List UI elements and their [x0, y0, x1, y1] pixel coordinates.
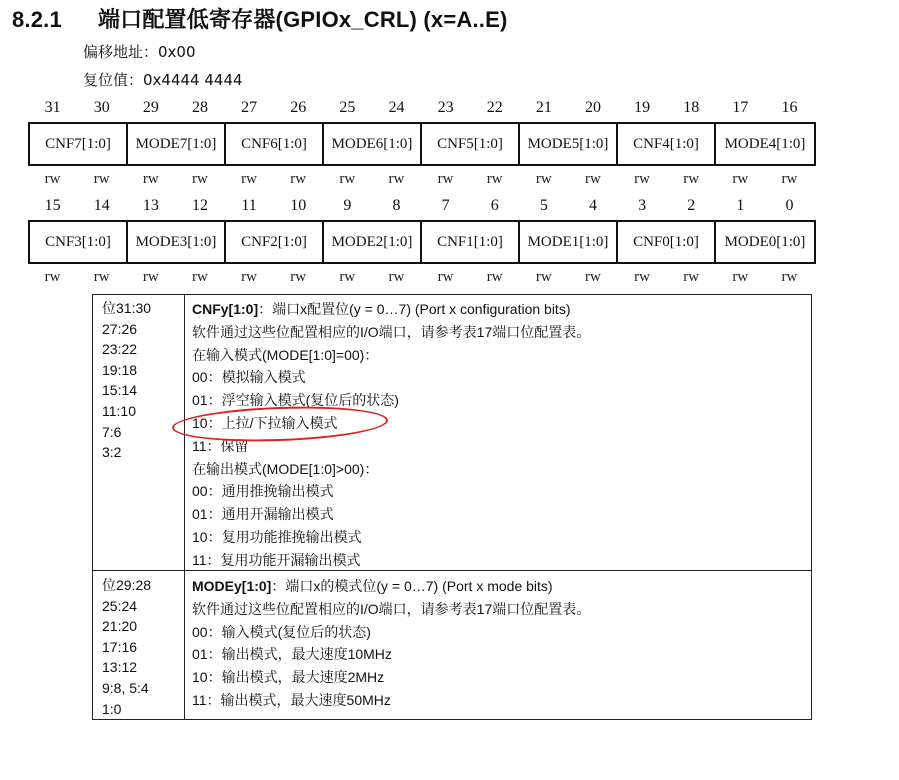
access-type: rw: [93, 269, 110, 285]
register-field: CNF3[1:0]: [30, 222, 128, 262]
description-line: 10：输出模式，最大速度2MHz: [192, 669, 385, 686]
access-type: rw: [142, 269, 159, 285]
cnf-title: [192, 298, 590, 321]
bit-number: 1: [736, 197, 745, 214]
access-type: rw: [486, 171, 503, 187]
bit-range: 7:6: [102, 423, 122, 440]
bit-range: 25:24: [102, 597, 138, 614]
description-line: 01：通用开漏输出模式: [192, 506, 334, 523]
mode-title-text: ：端口x的模式位(y = 0…7) (Port x mode bits): [271, 578, 553, 594]
access-type: rw: [241, 269, 257, 285]
bit-number: 13: [142, 197, 159, 214]
description-line: 10：上拉/下拉输入模式: [192, 414, 338, 431]
access-type: rw: [634, 171, 650, 187]
description-line: 01：输出模式，最大速度10MHz: [192, 646, 392, 663]
bit-number: 12: [191, 197, 208, 214]
description-line: 01：浮空输入模式(复位后的状态): [192, 392, 399, 409]
cnf-field-name: CNFy[1:0]: [192, 301, 259, 317]
bit-number: 9: [343, 197, 352, 214]
access-type: rw: [388, 171, 405, 187]
bit-range: 19:18: [102, 361, 138, 378]
description-line: 10：复用功能推挽输出模式: [192, 528, 362, 545]
bit-range: 23:22: [102, 341, 138, 358]
bit-number: 2: [687, 197, 696, 214]
bit-number: 3: [638, 197, 647, 214]
access-type: rw: [535, 269, 552, 285]
register-field: MODE2[1:0]: [324, 222, 422, 262]
access-type: rw: [585, 269, 601, 285]
access-type: rw: [93, 171, 110, 187]
bit-range: 位31:30: [102, 300, 152, 316]
field-description-table: [92, 294, 812, 720]
bit-number: 18: [683, 99, 700, 116]
access-type: rw: [388, 269, 405, 285]
description-line: 在输入模式(MODE[1:0]=00)：: [192, 346, 379, 363]
access-type: rw: [781, 269, 798, 285]
access-row-high: [28, 171, 814, 188]
bit-number: 19: [634, 99, 651, 116]
access-type: rw: [437, 269, 454, 285]
access-type: rw: [192, 171, 208, 187]
section-number: 8.2.1: [12, 7, 62, 32]
description-line: 00：通用推挽输出模式: [192, 483, 334, 500]
bit-number: 6: [490, 197, 499, 214]
bit-range: 17:16: [102, 638, 138, 655]
access-type: rw: [192, 269, 208, 285]
access-type: rw: [142, 171, 159, 187]
bit-number: 30: [93, 99, 110, 116]
mode-title: [192, 575, 590, 598]
bit-range: 位29:28: [102, 577, 152, 593]
bit-number: 11: [241, 197, 257, 214]
bit-number: 20: [584, 99, 601, 116]
bit-number: 28: [191, 99, 208, 116]
bit-number: 26: [290, 99, 307, 116]
cnf-title-text: ：端口x配置位(y = 0…7) (Port x configuration bits): [258, 301, 571, 317]
bit-range: 21:20: [102, 618, 138, 635]
bit-number: 14: [93, 197, 110, 214]
mode-bit-ranges: [102, 575, 151, 719]
register-field: MODE3[1:0]: [128, 222, 226, 262]
register-field: CNF1[1:0]: [422, 222, 520, 262]
access-type: rw: [290, 269, 307, 285]
register-field: MODE0[1:0]: [724, 233, 806, 250]
bit-number: 16: [781, 99, 798, 116]
bit-range: 15:14: [102, 382, 138, 399]
description-line: 11：输出模式，最大速度50MHz: [192, 691, 391, 708]
register-field: MODE1[1:0]: [520, 222, 618, 262]
register-field: CNF2[1:0]: [226, 222, 324, 262]
bit-number: 25: [339, 99, 356, 116]
section-title: 端口配置低寄存器(GPIOx_CRL) (x=A..E): [97, 7, 508, 32]
access-type: rw: [732, 269, 749, 285]
access-type: rw: [781, 171, 798, 187]
mode-description: [192, 575, 590, 712]
access-type: rw: [339, 269, 356, 285]
register-field: CNF7[1:0]: [30, 124, 128, 164]
access-row-low: [28, 269, 814, 286]
access-type: rw: [585, 171, 601, 187]
bit-range: 9:8, 5:4: [102, 679, 149, 696]
access-type: rw: [339, 171, 356, 187]
access-type: rw: [241, 171, 257, 187]
register-fields-low: [28, 220, 816, 264]
bit-range: 13:12: [102, 659, 138, 676]
access-type: rw: [437, 171, 454, 187]
access-type: rw: [683, 269, 700, 285]
access-type: rw: [44, 269, 61, 285]
description-line: 11：复用功能开漏输出模式: [192, 551, 361, 568]
access-type: rw: [732, 171, 749, 187]
mode-field-name: MODEy[1:0]: [192, 578, 272, 594]
access-type: rw: [683, 171, 700, 187]
description-line: 00：模拟输入模式: [192, 369, 306, 386]
access-type: rw: [290, 171, 307, 187]
bit-number: 23: [437, 99, 454, 116]
bit-range: 27:26: [102, 320, 138, 337]
bit-number: 8: [392, 197, 401, 214]
bit-number: 15: [44, 197, 61, 214]
column-divider: [184, 295, 185, 719]
bit-number: 7: [441, 197, 450, 214]
access-type: rw: [486, 269, 503, 285]
register-field: MODE6[1:0]: [324, 124, 422, 164]
offset-address: 偏移地址：0x00: [83, 43, 196, 61]
register-field: CNF4[1:0]: [618, 124, 716, 164]
bit-number: 27: [241, 99, 258, 116]
bit-range: 11:10: [102, 402, 136, 419]
bit-range: 1:0: [102, 700, 122, 717]
bit-number: 10: [290, 197, 307, 214]
bit-number: 29: [142, 99, 159, 116]
register-fields-high: [28, 122, 816, 166]
bit-numbers-high: [28, 99, 814, 117]
bit-number: 0: [785, 197, 794, 214]
bit-number: 21: [535, 99, 552, 116]
bit-number: 31: [44, 99, 61, 116]
cnf-bit-ranges: [102, 298, 151, 463]
section-heading: [12, 3, 508, 34]
bit-number: 17: [732, 99, 749, 116]
description-line: 软件通过这些位配置相应的I/O端口，请参考表17端口位配置表。: [192, 323, 591, 340]
register-field: MODE4[1:0]: [724, 135, 806, 152]
description-line: 在输出模式(MODE[1:0]>00)：: [192, 460, 379, 477]
bit-number: 5: [539, 197, 548, 214]
reset-value: 复位值：0x4444 4444: [83, 71, 243, 89]
bit-number: 22: [486, 99, 503, 116]
description-line: 软件通过这些位配置相应的I/O端口，请参考表17端口位配置表。: [192, 600, 591, 617]
bit-number: 4: [588, 197, 597, 214]
access-type: rw: [634, 269, 650, 285]
register-field: CNF5[1:0]: [422, 124, 520, 164]
bit-number: 24: [388, 99, 405, 116]
bit-numbers-low: [28, 197, 814, 215]
register-field: MODE7[1:0]: [128, 124, 226, 164]
register-field: CNF0[1:0]: [618, 222, 716, 262]
access-type: rw: [44, 171, 61, 187]
description-line: 11：保留: [192, 437, 249, 454]
register-field: CNF6[1:0]: [226, 124, 324, 164]
access-type: rw: [535, 171, 552, 187]
register-field: MODE5[1:0]: [520, 124, 618, 164]
bit-range: 3:2: [102, 444, 122, 461]
description-line: 00：输入模式(复位后的状态): [192, 623, 371, 640]
